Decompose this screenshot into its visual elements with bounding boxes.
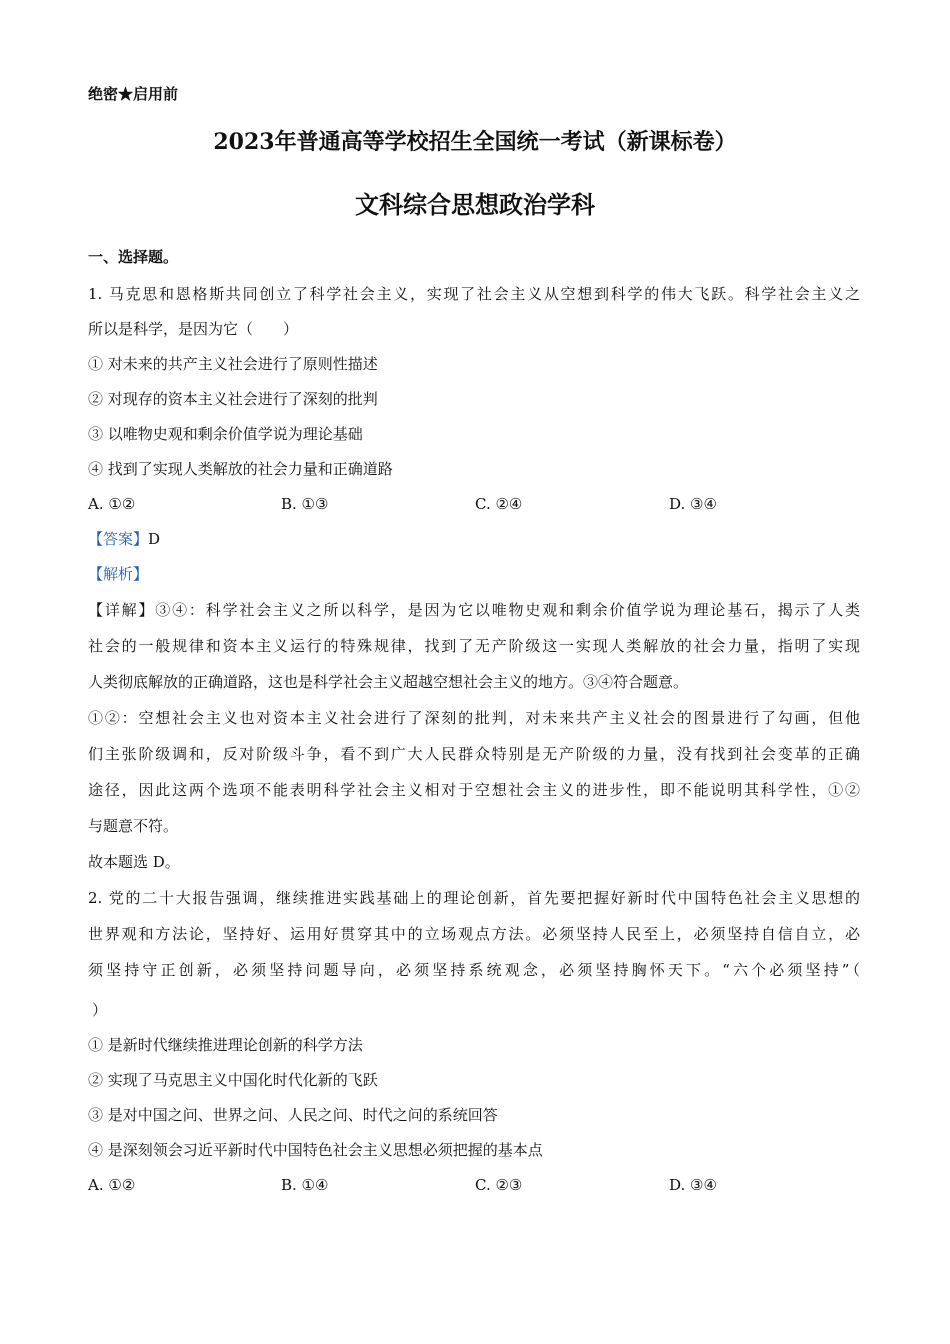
q2-stem-line-1: 2. 党的二十大报告强调，继续推进实践基础上的理论创新，首先要把握好新时代中国特色社会主义思想的 bbox=[88, 889, 860, 907]
q1-detail-line-6: 途径，因此这两个选项不能表明科学社会主义相对于空想社会主义的进步性，即不能说明其科学性，①② bbox=[88, 781, 860, 799]
q1-detail-line-5: 们主张阶级调和，反对阶级斗争，看不到广大人民群众特别是无产阶级的力量，没有找到社会变革的正确 bbox=[88, 745, 860, 763]
exam-subtitle: 文科综合思想政治学科 bbox=[355, 190, 595, 219]
q1-detail-line-3: 人类彻底解放的正确道路，这也是科学社会主义超越空想社会主义的地方。③④符合题意。 bbox=[88, 673, 689, 691]
answer-value: D bbox=[148, 530, 161, 548]
q1-option-d: D. ③④ bbox=[669, 495, 717, 513]
section-heading: 一、选择题。 bbox=[88, 248, 179, 266]
q2-stem-line-2: 世界观和方法论，坚持好、运用好贯穿其中的立场观点方法。必须坚持人民至上，必须坚持自信自立，必 bbox=[88, 925, 860, 943]
q2-item-3: ③ 是对中国之问、世界之问、人民之问、时代之问的系统回答 bbox=[88, 1106, 498, 1124]
q1-stem-line-1: 1. 马克思和恩格斯共同创立了科学社会主义，实现了社会主义从空想到科学的伟大飞跃。科学社会主义之 bbox=[88, 285, 860, 303]
q1-item-2: ② 对现存的资本主义社会进行了深刻的批判 bbox=[88, 390, 378, 408]
q1-item-4: ④ 找到了实现人类解放的社会力量和正确道路 bbox=[88, 460, 393, 478]
q2-item-2: ② 实现了马克思主义中国化时代化新的飞跃 bbox=[88, 1071, 378, 1089]
q1-option-a: A. ①② bbox=[88, 495, 136, 513]
q1-detail-line-8: 故本题选 D。 bbox=[88, 853, 180, 871]
q1-item-3: ③ 以唯物史观和剩余价值学说为理论基础 bbox=[88, 425, 363, 443]
q1-item-1: ① 对未来的共产主义社会进行了原则性描述 bbox=[88, 355, 378, 373]
q2-option-d: D. ③④ bbox=[669, 1176, 717, 1194]
q2-item-1: ① 是新时代继续推进理论创新的科学方法 bbox=[88, 1036, 363, 1054]
q2-option-b: B. ①④ bbox=[281, 1176, 329, 1194]
q2-option-c: C. ②③ bbox=[475, 1176, 523, 1194]
confidential-label: 绝密★启用前 bbox=[88, 85, 179, 103]
q1-detail-line-4: ①②：空想社会主义也对资本主义社会进行了深刻的批判，对未来共产主义社会的图景进行了勾画，但他 bbox=[88, 709, 860, 727]
q1-option-b: B. ①③ bbox=[281, 495, 329, 513]
q1-detail-line-7: 与题意不符。 bbox=[88, 817, 179, 835]
q1-option-c: C. ②④ bbox=[475, 495, 523, 513]
q2-item-4: ④ 是深刻领会习近平新时代中国特色社会主义思想必须把握的基本点 bbox=[88, 1141, 543, 1159]
q1-detail-line-1: 【详解】③④：科学社会主义之所以科学，是因为它以唯物史观和剩余价值学说为理论基石，揭示了人类 bbox=[88, 601, 860, 619]
exam-title: 2023年普通高等学校招生全国统一考试（新课标卷） bbox=[213, 129, 737, 155]
q1-analysis-tag: 【解析】 bbox=[88, 565, 149, 583]
q2-stem-line-4: ） bbox=[92, 1001, 108, 1019]
answer-tag: 【答案】 bbox=[88, 530, 149, 548]
q1-stem-line-2: 所以是科学，是因为它（ ） bbox=[88, 320, 299, 338]
q2-stem-line-3: 须坚持守正创新，必须坚持问题导向，必须坚持系统观念，必须坚持胸怀天下。“六个必须坚持”（ bbox=[88, 961, 860, 979]
q1-detail-line-2: 社会的一般规律和资本主义运行的特殊规律，找到了无产阶级这一实现人类解放的社会力量，指明了实现 bbox=[88, 637, 860, 655]
q2-option-a: A. ①② bbox=[88, 1176, 136, 1194]
q1-answer bbox=[88, 529, 160, 549]
